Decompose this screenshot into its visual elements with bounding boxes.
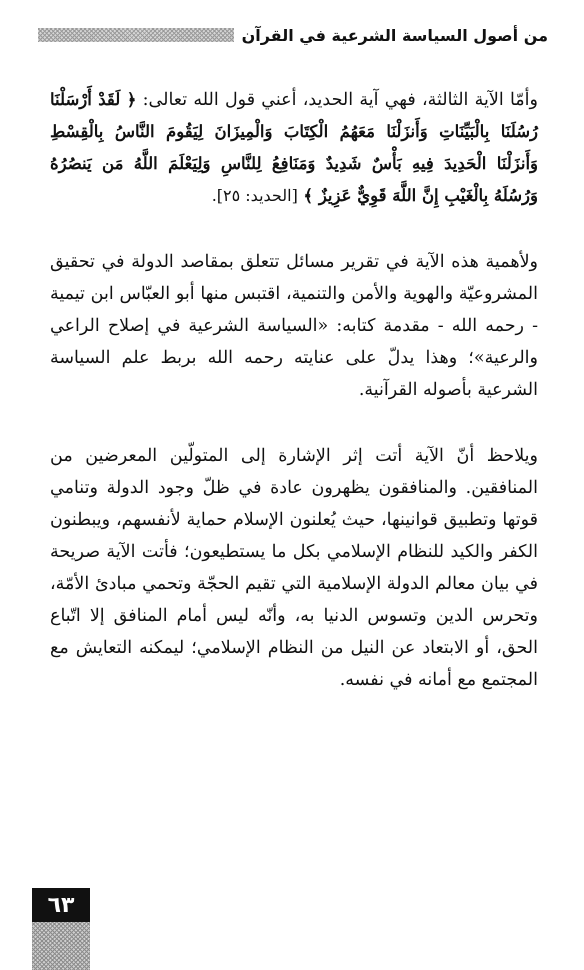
header-ornament-bar xyxy=(38,28,234,42)
paragraph-hypocrites: ويلاحظ أنّ الآية أتت إثر الإشارة إلى المتولّين المعرضين من المنافقين. والمنافقون يظهرون عادة في ظلّ وجود الدولة وتنامي قوتها وتطبيق قوانينها، حيث يُعلنون الإسلام حماية لأنفسهم، ويبطنون الكفر والكيد للنظام الإسلامي بكل ما يستطيعون؛ فأتت الآية صريحة في بيان معالم الدولة الإسلامية التي تقيم الحجّة وتحمي مبادئ الأمّة، وتحرس الدين وتسوس الدنيا به، وأنّه ليس أمام المنافق إلا اتّباع الحق، أو الابتعاد عن النيل من النظام الإسلامي؛ ليمكنه التعايش مع المجتمع مع أمانه في نفسه. xyxy=(50,446,538,690)
folio-block xyxy=(32,888,90,970)
page-number: ٦٣ xyxy=(32,888,90,922)
paragraph-verse xyxy=(50,84,538,212)
verse-reference: [الحديد: ٢٥]. xyxy=(211,186,298,205)
verse-intro: وأمّا الآية الثالثة، فهي آية الحديد، أعني قول الله تعالى: xyxy=(142,90,538,110)
running-header xyxy=(38,22,548,48)
paragraph-importance: ولأهمية هذه الآية في تقرير مسائل تتعلق بمقاصد الدولة في تحقيق المشروعيّة والهوية والأمن والتنمية، اقتبس منها أبو العبّاس ابن تيمية - رحمه الله - مقدمة كتابه: «السياسة الشرعية في إصلاح الراعي والرعية»؛ وهذا يدلّ على عنايته رحمه الله بربط علم السياسة الشرعية بأصوله القرآنية. xyxy=(50,252,538,400)
quran-verse: ﴿ لَقَدْ أَرْسَلْنَا رُسُلَنَا بِالْبَيِّنَاتِ وَأَنزَلْنَا مَعَهُمُ الْكِتَابَ وَالْمِيزَانَ لِيَقُومَ النَّاسُ بِالْقِسْطِ وَأَنزَلْنَا الْحَدِيدَ فِيهِ بَأْسٌ شَدِيدٌ وَمَنَافِعُ لِلنَّاسِ وَلِيَعْلَمَ اللَّهُ مَن يَنصُرُهُ وَرُسُلَهُ بِالْغَيْبِ إِنَّ اللَّهَ قَوِيٌّ عَزِيزٌ ﴾ xyxy=(50,90,538,205)
running-title: من أصول السياسة الشرعية في القرآن xyxy=(241,25,548,45)
body-text xyxy=(50,84,538,696)
